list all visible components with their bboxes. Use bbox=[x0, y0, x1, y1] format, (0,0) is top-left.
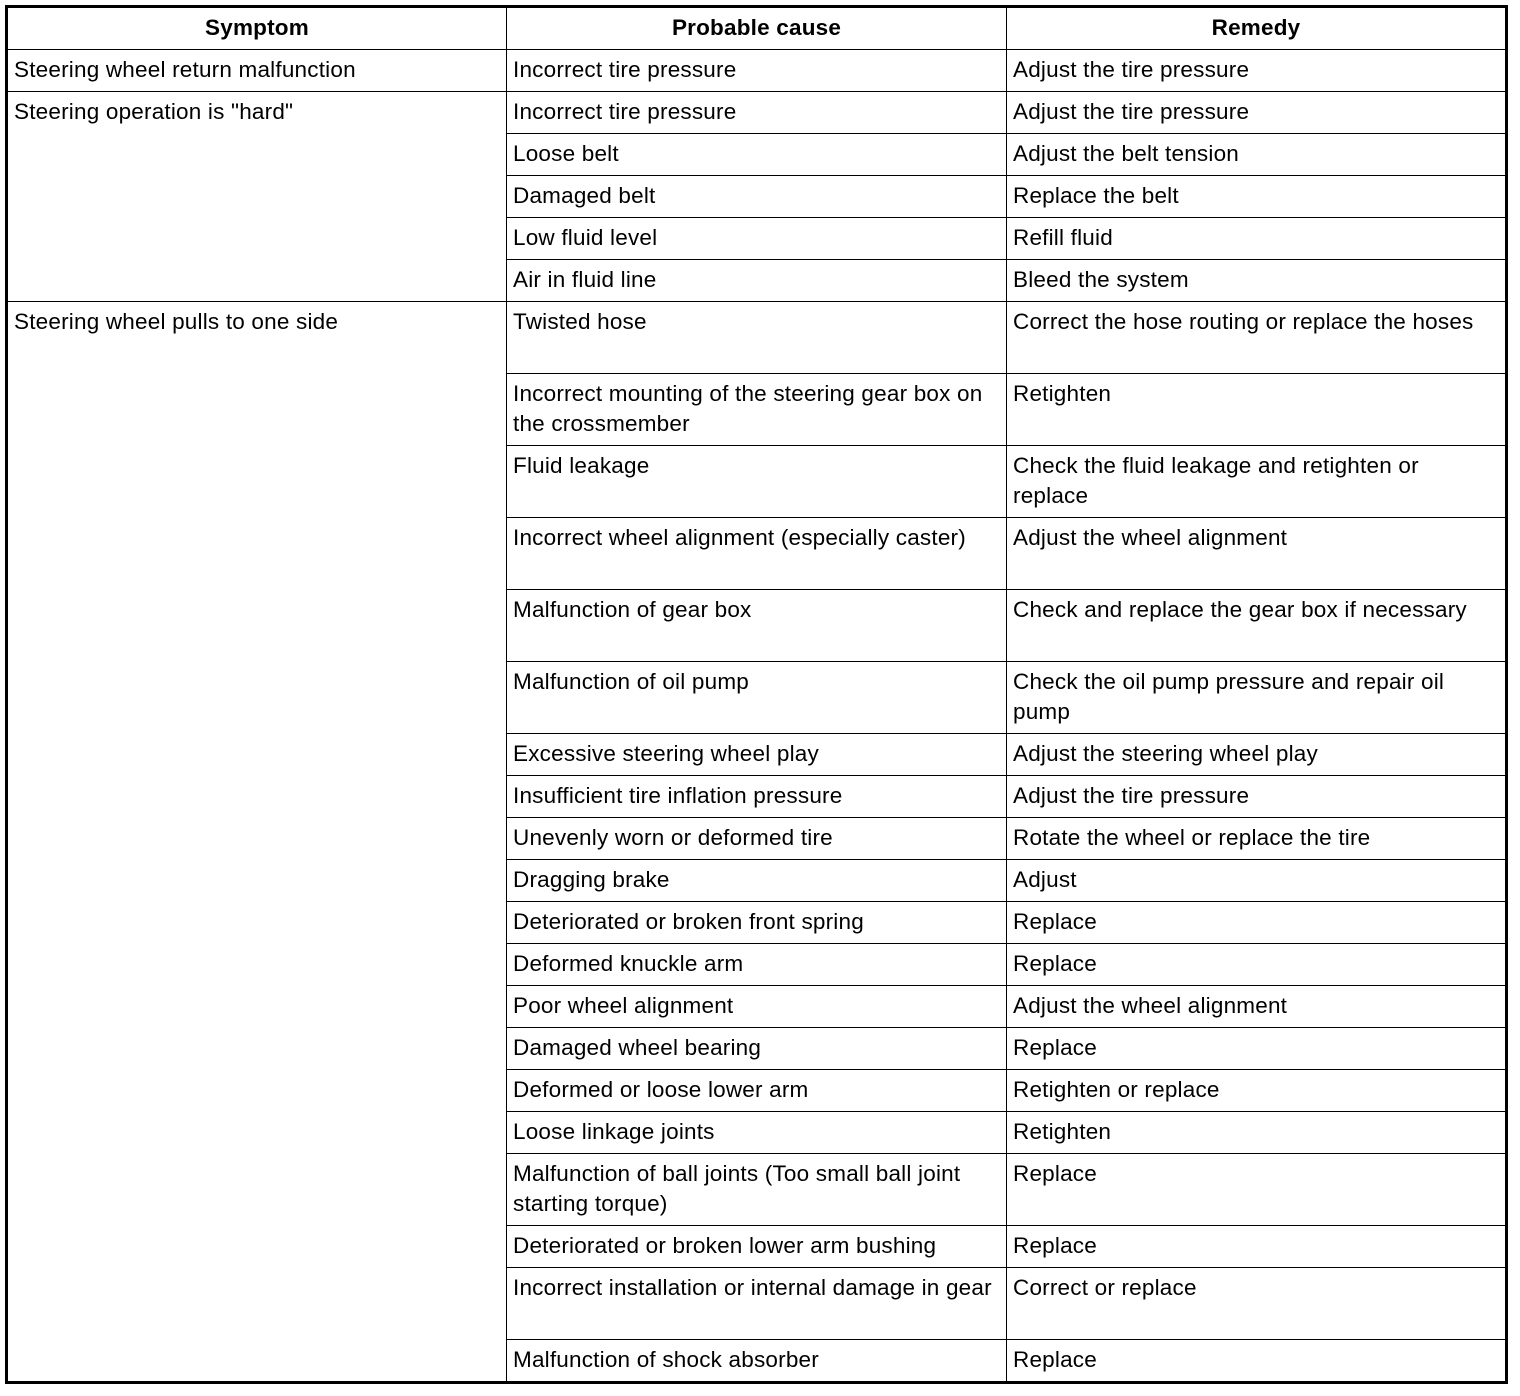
cause-cell: Incorrect installation or internal damage in gear bbox=[507, 1268, 1007, 1340]
remedy-cell: Check and replace the gear box if necessary bbox=[1007, 590, 1507, 662]
cause-cell: Malfunction of oil pump bbox=[507, 662, 1007, 734]
remedy-cell: Adjust the belt tension bbox=[1007, 134, 1507, 176]
cause-cell: Incorrect mounting of the steering gear box on the crossmember bbox=[507, 374, 1007, 446]
troubleshooting-table bbox=[5, 5, 1508, 1384]
remedy-cell: Replace bbox=[1007, 1154, 1507, 1226]
remedy-cell: Replace bbox=[1007, 1340, 1507, 1383]
symptom-cell: Steering wheel pulls to one side bbox=[7, 302, 507, 1383]
remedy-cell: Adjust the wheel alignment bbox=[1007, 518, 1507, 590]
header-symptom: Symptom bbox=[7, 7, 507, 50]
remedy-cell: Adjust the tire pressure bbox=[1007, 50, 1507, 92]
remedy-cell: Adjust bbox=[1007, 860, 1507, 902]
remedy-cell: Adjust the wheel alignment bbox=[1007, 986, 1507, 1028]
table-row bbox=[7, 302, 1507, 374]
symptom-cell: Steering wheel return malfunction bbox=[7, 50, 507, 92]
header-remedy: Remedy bbox=[1007, 7, 1507, 50]
remedy-cell: Replace the belt bbox=[1007, 176, 1507, 218]
table-row bbox=[7, 50, 1507, 92]
remedy-cell: Replace bbox=[1007, 1226, 1507, 1268]
remedy-cell: Retighten or replace bbox=[1007, 1070, 1507, 1112]
remedy-cell: Retighten bbox=[1007, 1112, 1507, 1154]
remedy-cell: Replace bbox=[1007, 902, 1507, 944]
table-row bbox=[7, 92, 1507, 134]
cause-cell: Fluid leakage bbox=[507, 446, 1007, 518]
cause-cell: Deteriorated or broken lower arm bushing bbox=[507, 1226, 1007, 1268]
cause-cell: Loose linkage joints bbox=[507, 1112, 1007, 1154]
cause-cell: Air in fluid line bbox=[507, 260, 1007, 302]
troubleshooting-table-wrapper bbox=[5, 5, 1508, 1384]
cause-cell: Deformed knuckle arm bbox=[507, 944, 1007, 986]
cause-cell: Damaged belt bbox=[507, 176, 1007, 218]
remedy-cell: Adjust the steering wheel play bbox=[1007, 734, 1507, 776]
remedy-cell: Replace bbox=[1007, 944, 1507, 986]
remedy-cell: Refill fluid bbox=[1007, 218, 1507, 260]
remedy-cell: Check the fluid leakage and retighten or replace bbox=[1007, 446, 1507, 518]
cause-cell: Incorrect tire pressure bbox=[507, 92, 1007, 134]
cause-cell: Insufficient tire inflation pressure bbox=[507, 776, 1007, 818]
cause-cell: Deteriorated or broken front spring bbox=[507, 902, 1007, 944]
table-body bbox=[7, 50, 1507, 1383]
cause-cell: Dragging brake bbox=[507, 860, 1007, 902]
remedy-cell: Adjust the tire pressure bbox=[1007, 776, 1507, 818]
remedy-cell: Retighten bbox=[1007, 374, 1507, 446]
cause-cell: Malfunction of shock absorber bbox=[507, 1340, 1007, 1383]
remedy-cell: Bleed the system bbox=[1007, 260, 1507, 302]
remedy-cell: Rotate the wheel or replace the tire bbox=[1007, 818, 1507, 860]
remedy-cell: Check the oil pump pressure and repair oil pump bbox=[1007, 662, 1507, 734]
cause-cell: Poor wheel alignment bbox=[507, 986, 1007, 1028]
cause-cell: Incorrect tire pressure bbox=[507, 50, 1007, 92]
remedy-cell: Replace bbox=[1007, 1028, 1507, 1070]
cause-cell: Low fluid level bbox=[507, 218, 1007, 260]
header-row bbox=[7, 7, 1507, 50]
cause-cell: Damaged wheel bearing bbox=[507, 1028, 1007, 1070]
cause-cell: Malfunction of ball joints (Too small ball joint starting torque) bbox=[507, 1154, 1007, 1226]
cause-cell: Deformed or loose lower arm bbox=[507, 1070, 1007, 1112]
cause-cell: Twisted hose bbox=[507, 302, 1007, 374]
remedy-cell: Correct the hose routing or replace the hoses bbox=[1007, 302, 1507, 374]
cause-cell: Malfunction of gear box bbox=[507, 590, 1007, 662]
symptom-cell: Steering operation is "hard" bbox=[7, 92, 507, 302]
cause-cell: Unevenly worn or deformed tire bbox=[507, 818, 1007, 860]
table-header bbox=[7, 7, 1507, 50]
remedy-cell: Adjust the tire pressure bbox=[1007, 92, 1507, 134]
remedy-cell: Correct or replace bbox=[1007, 1268, 1507, 1340]
header-probable-cause: Probable cause bbox=[507, 7, 1007, 50]
cause-cell: Incorrect wheel alignment (especially caster) bbox=[507, 518, 1007, 590]
cause-cell: Excessive steering wheel play bbox=[507, 734, 1007, 776]
cause-cell: Loose belt bbox=[507, 134, 1007, 176]
